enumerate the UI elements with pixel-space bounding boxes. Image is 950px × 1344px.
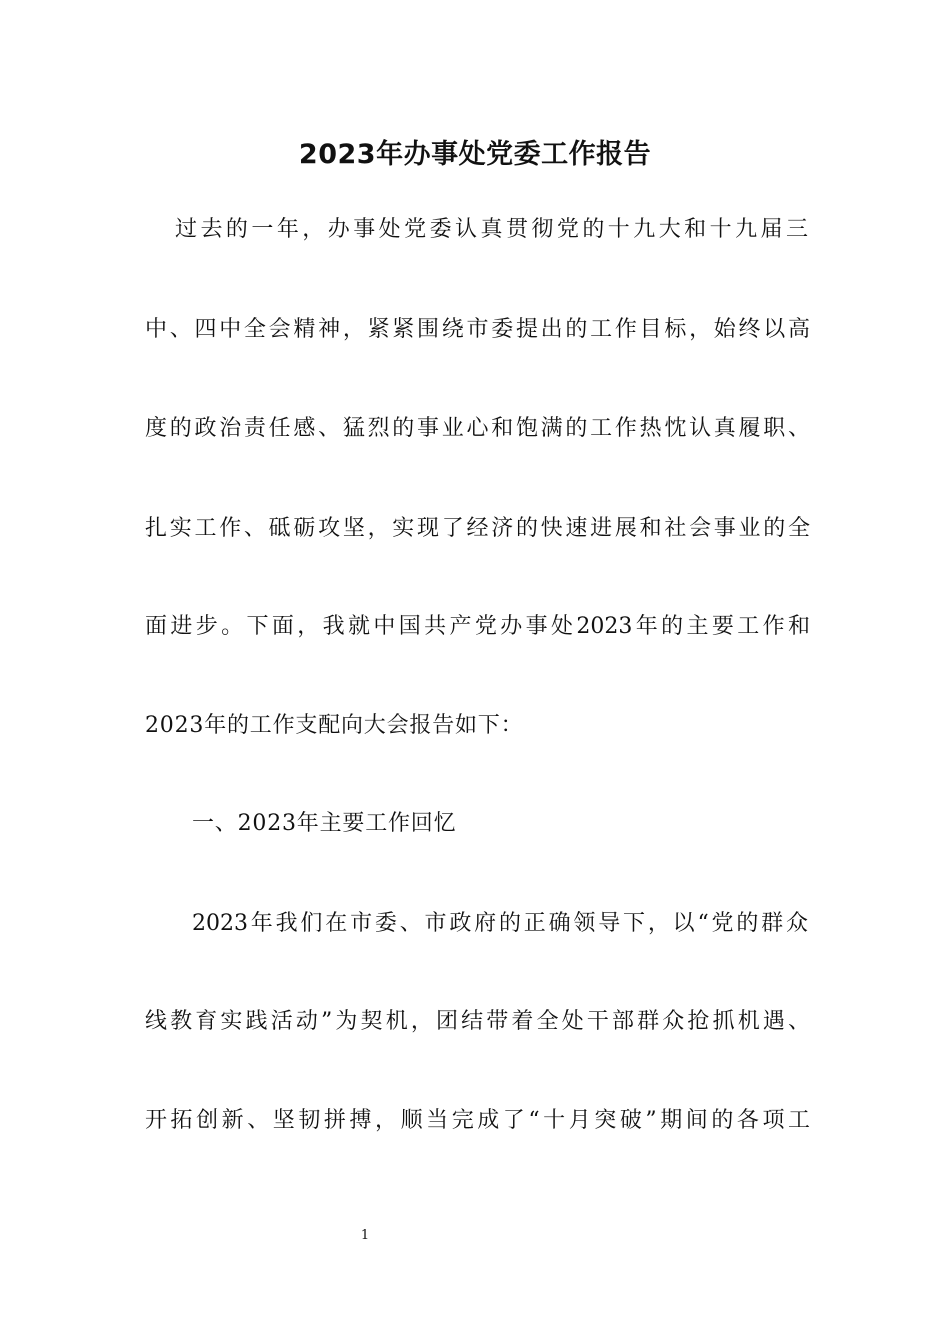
paragraph-line: 开拓创新、坚韧拼搏，顺当完成了“十月突破”期间的各项工 bbox=[145, 1108, 810, 1133]
paragraph-line: 过去的一年，办事处党委认真贯彻党的十九大和十九届三 bbox=[175, 217, 808, 242]
paragraph-line: 2023年我们在市委、市政府的正确领导下，以“党的群众 bbox=[192, 911, 808, 936]
document-title: 2023年办事处党委工作报告 bbox=[298, 139, 652, 170]
paragraph-line: 度的政治责任感、猛烈的事业心和饱满的工作热忱认真履职、 bbox=[145, 416, 810, 441]
paragraph-line: 面进步。下面，我就中国共产党办事处2023年的主要工作和 bbox=[145, 614, 810, 639]
paragraph-line: 2023年的工作支配向大会报告如下： bbox=[145, 713, 524, 738]
section-heading: 一、2023年主要工作回忆 bbox=[192, 811, 457, 836]
paragraph-line: 线教育实践活动”为契机，团结带着全处干部群众抢抓机遇、 bbox=[145, 1009, 810, 1034]
paragraph-line: 中、四中全会精神，紧紧围绕市委提出的工作目标，始终以高 bbox=[145, 317, 810, 342]
paragraph-line: 扎实工作、砥砺攻坚，实现了经济的快速进展和社会事业的全 bbox=[145, 516, 810, 541]
page-number: 1 bbox=[360, 1228, 370, 1243]
